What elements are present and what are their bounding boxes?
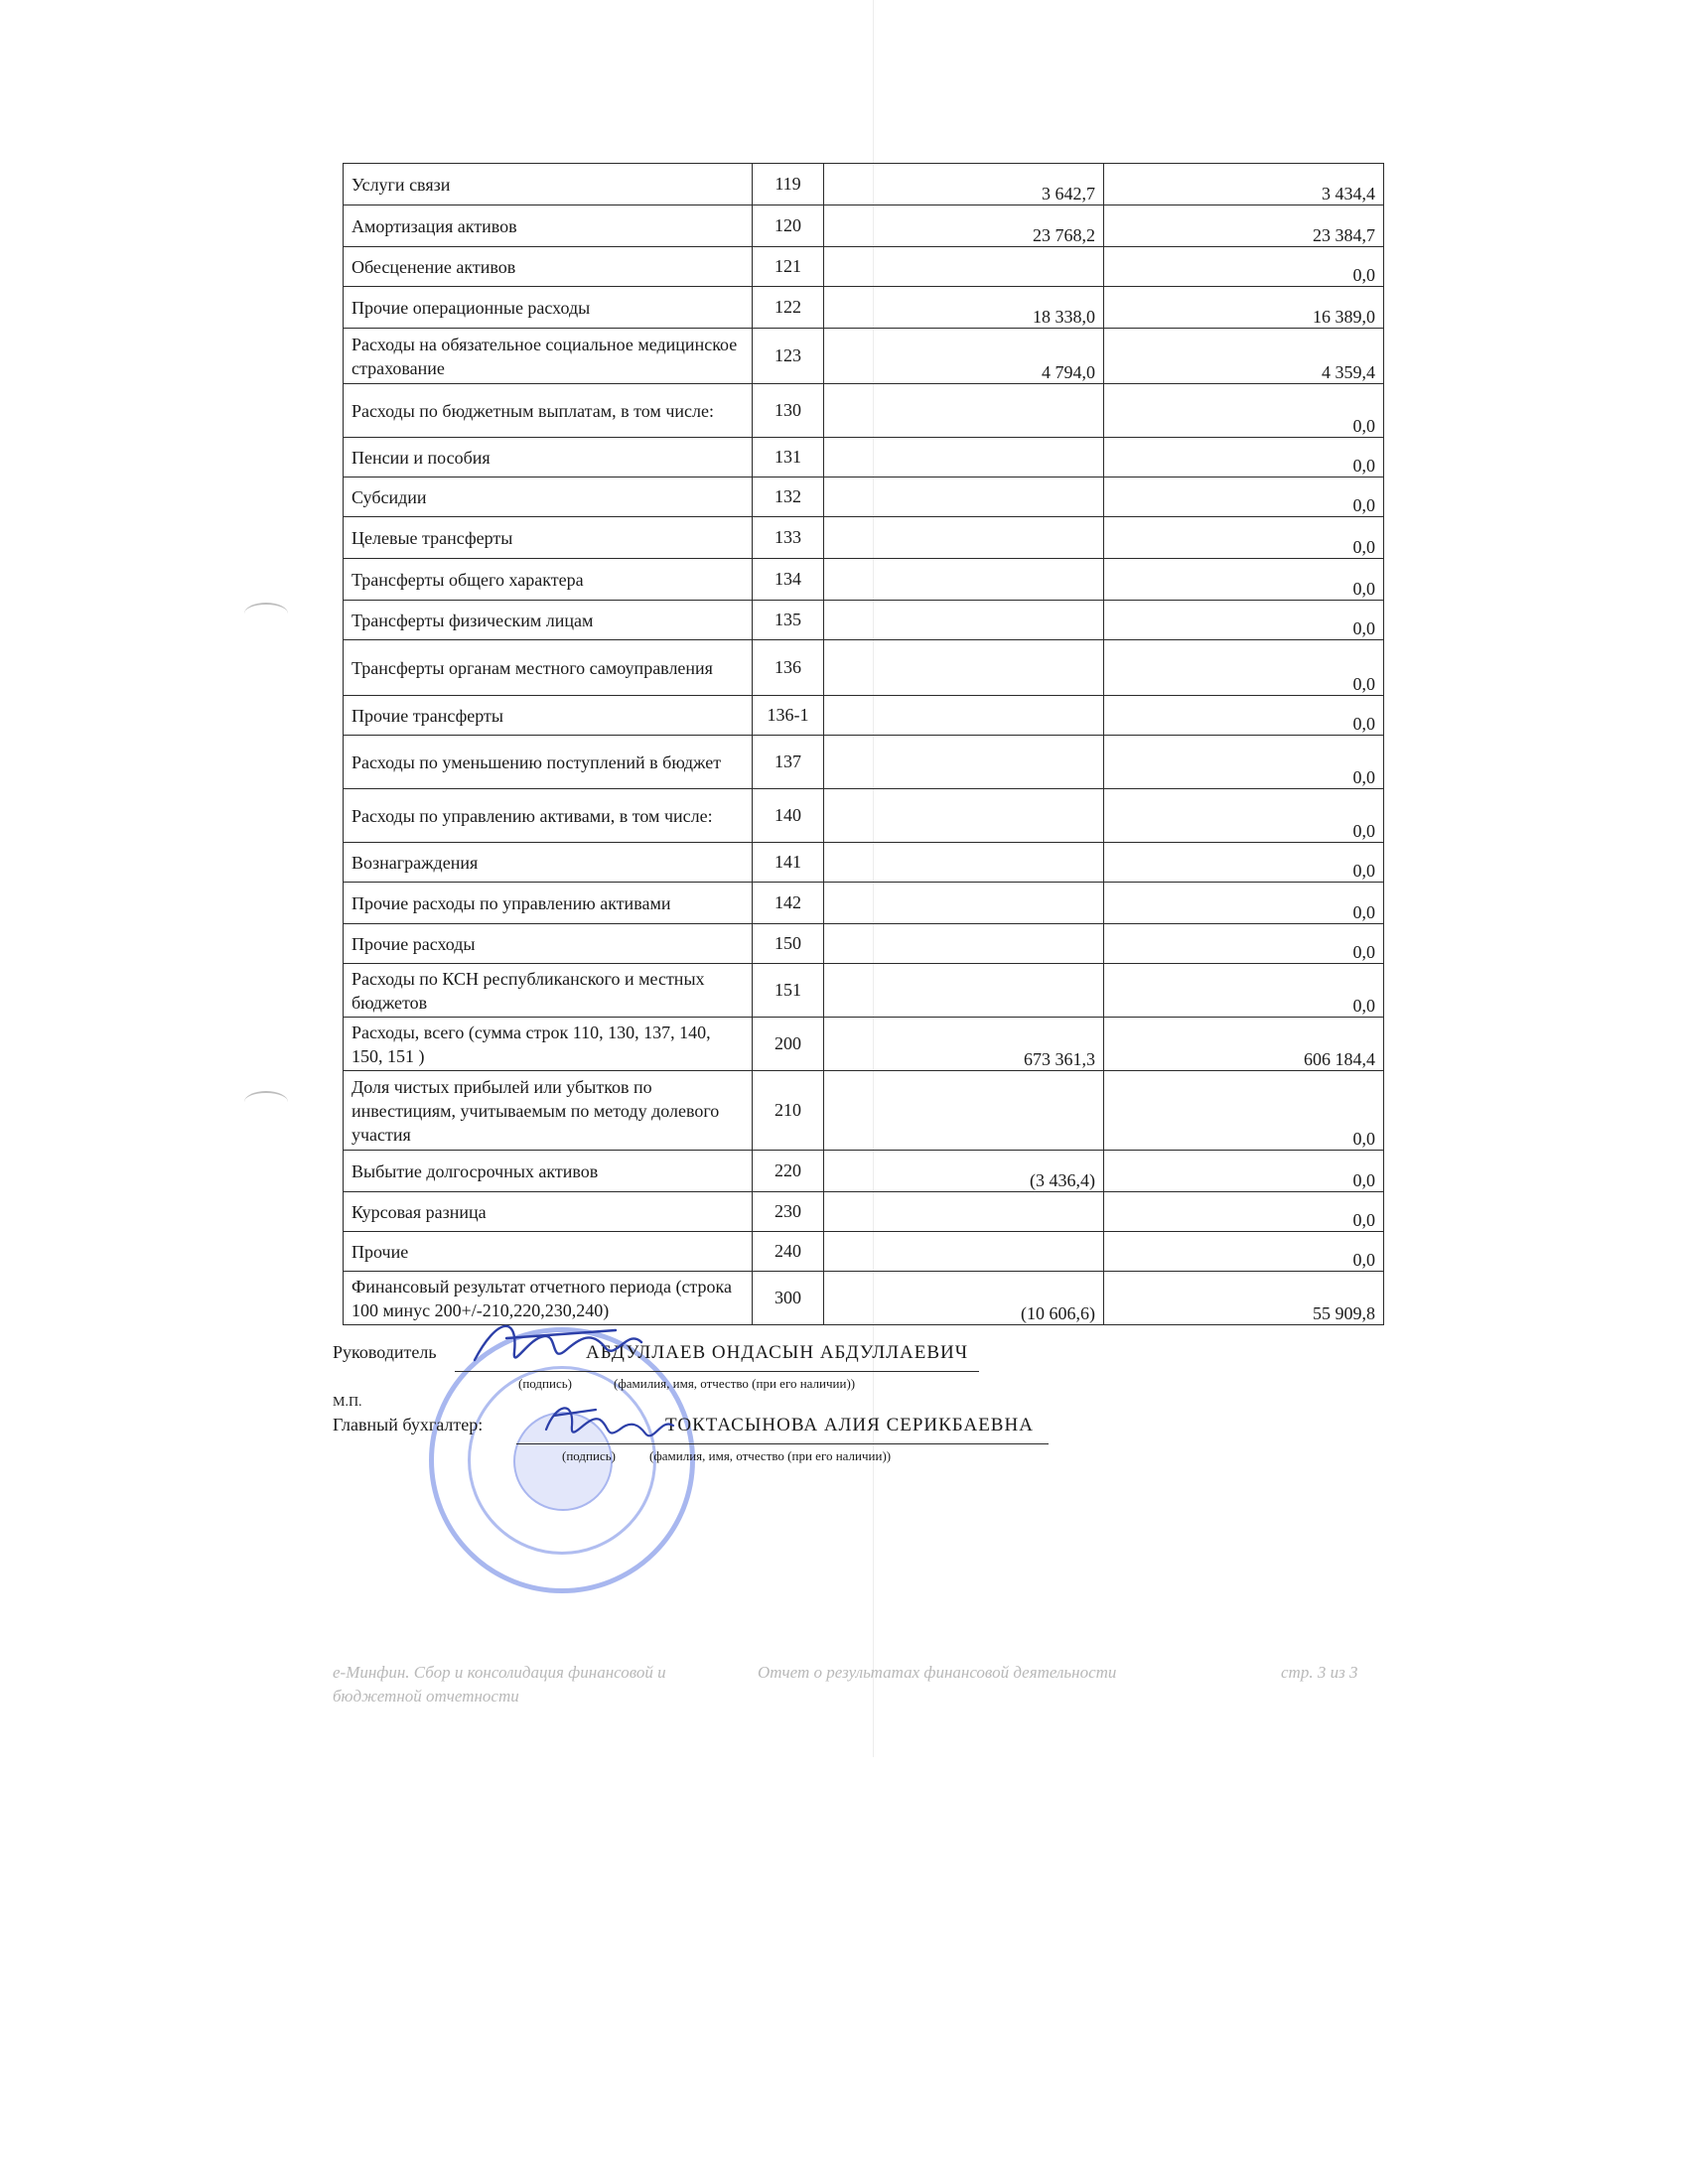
table-row xyxy=(344,883,1384,924)
row-current-value xyxy=(824,736,1104,789)
row-current-value xyxy=(824,924,1104,964)
head-name-caption: (фамилия, имя, отчество (при его наличии)) xyxy=(614,1376,856,1391)
row-current-value xyxy=(824,559,1104,601)
row-code: 131 xyxy=(753,438,824,478)
row-name: Прочие xyxy=(344,1232,753,1272)
row-code: 133 xyxy=(753,517,824,559)
row-code: 130 xyxy=(753,384,824,438)
row-previous-value: 0,0 xyxy=(1104,478,1384,517)
financial-results-table-body xyxy=(344,164,1384,1325)
accountant-name: ТОКТАСЫНОВА АЛИЯ СЕРИКБАЕВНА xyxy=(665,1415,1034,1435)
row-previous-value: 0,0 xyxy=(1104,438,1384,478)
row-name: Прочие операционные расходы xyxy=(344,287,753,329)
row-name: Прочие расходы по управлению активами xyxy=(344,883,753,924)
row-name: Доля чистых прибылей или убытков по инвестициям, учитываемым по методу долевого участия xyxy=(344,1071,753,1151)
row-current-value xyxy=(824,964,1104,1018)
row-previous-value: 3 434,4 xyxy=(1104,164,1384,205)
row-previous-value: 0,0 xyxy=(1104,384,1384,438)
row-name: Прочие трансферты xyxy=(344,696,753,736)
row-previous-value: 0,0 xyxy=(1104,517,1384,559)
footer-report-title: Отчет о результатах финансовой деятельности xyxy=(758,1663,1117,1682)
table-row xyxy=(344,843,1384,883)
table-row xyxy=(344,924,1384,964)
row-code: 134 xyxy=(753,559,824,601)
head-signature-row xyxy=(333,1342,437,1363)
row-current-value xyxy=(824,601,1104,640)
row-current-value xyxy=(824,640,1104,696)
row-name: Финансовый результат отчетного периода (строка 100 минус 200+/-210,220,230,240) xyxy=(344,1272,753,1325)
row-current-value xyxy=(824,696,1104,736)
row-name: Пенсии и пособия xyxy=(344,438,753,478)
table-row xyxy=(344,640,1384,696)
row-previous-value: 0,0 xyxy=(1104,1192,1384,1232)
row-name: Амортизация активов xyxy=(344,205,753,247)
row-current-value xyxy=(824,438,1104,478)
row-current-value xyxy=(824,843,1104,883)
row-code: 151 xyxy=(753,964,824,1018)
punch-hole-mark xyxy=(244,603,288,624)
row-code: 141 xyxy=(753,843,824,883)
row-name: Расходы по управлению активами, в том числе: xyxy=(344,789,753,843)
row-previous-value: 23 384,7 xyxy=(1104,205,1384,247)
row-code: 120 xyxy=(753,205,824,247)
row-current-value: 3 642,7 xyxy=(824,164,1104,205)
row-name: Расходы по КСН республиканского и местных бюджетов xyxy=(344,964,753,1018)
table-row xyxy=(344,696,1384,736)
row-current-value: (10 606,6) xyxy=(824,1272,1104,1325)
row-current-value xyxy=(824,1192,1104,1232)
row-name: Расходы по уменьшению поступлений в бюджет xyxy=(344,736,753,789)
table-row xyxy=(344,247,1384,287)
row-code: 135 xyxy=(753,601,824,640)
table-row xyxy=(344,601,1384,640)
accountant-label: Главный бухгалтер: xyxy=(333,1415,484,1434)
row-code: 200 xyxy=(753,1018,824,1071)
table-row xyxy=(344,1071,1384,1151)
row-code: 300 xyxy=(753,1272,824,1325)
footer-system-line2: бюджетной отчетности xyxy=(333,1687,519,1706)
row-previous-value: 0,0 xyxy=(1104,696,1384,736)
table-row xyxy=(344,287,1384,329)
table-row xyxy=(344,1232,1384,1272)
row-name: Расходы по бюджетным выплатам, в том числе: xyxy=(344,384,753,438)
table-row xyxy=(344,205,1384,247)
row-previous-value: 0,0 xyxy=(1104,1232,1384,1272)
row-code: 240 xyxy=(753,1232,824,1272)
row-name: Целевые трансферты xyxy=(344,517,753,559)
head-sign-caption: (подпись) xyxy=(518,1376,572,1391)
seal-place-label: М.П. xyxy=(333,1395,362,1410)
footer-page-number: стр. 3 из 3 xyxy=(1281,1663,1358,1682)
row-previous-value: 0,0 xyxy=(1104,601,1384,640)
row-previous-value: 0,0 xyxy=(1104,640,1384,696)
row-current-value xyxy=(824,1232,1104,1272)
row-name: Трансферты органам местного самоуправления xyxy=(344,640,753,696)
row-previous-value: 0,0 xyxy=(1104,924,1384,964)
row-current-value xyxy=(824,247,1104,287)
table-row xyxy=(344,1192,1384,1232)
row-code: 137 xyxy=(753,736,824,789)
table-row xyxy=(344,384,1384,438)
row-code: 230 xyxy=(753,1192,824,1232)
table-row xyxy=(344,438,1384,478)
row-code: 119 xyxy=(753,164,824,205)
row-name: Вознаграждения xyxy=(344,843,753,883)
row-current-value xyxy=(824,384,1104,438)
accountant-name-caption: (фамилия, имя, отчество (при его наличии)) xyxy=(649,1448,892,1463)
row-code: 136-1 xyxy=(753,696,824,736)
row-name: Расходы, всего (сумма строк 110, 130, 137, 140, 150, 151 ) xyxy=(344,1018,753,1071)
table-row xyxy=(344,736,1384,789)
row-previous-value: 4 359,4 xyxy=(1104,329,1384,384)
table-row xyxy=(344,164,1384,205)
table-row xyxy=(344,329,1384,384)
row-current-value xyxy=(824,1071,1104,1151)
row-current-value: (3 436,4) xyxy=(824,1151,1104,1192)
row-current-value xyxy=(824,478,1104,517)
row-code: 220 xyxy=(753,1151,824,1192)
row-previous-value: 0,0 xyxy=(1104,964,1384,1018)
row-previous-value: 0,0 xyxy=(1104,1071,1384,1151)
row-code: 136 xyxy=(753,640,824,696)
row-previous-value: 0,0 xyxy=(1104,247,1384,287)
row-code: 122 xyxy=(753,287,824,329)
row-name: Прочие расходы xyxy=(344,924,753,964)
row-previous-value: 16 389,0 xyxy=(1104,287,1384,329)
row-current-value xyxy=(824,517,1104,559)
table-row xyxy=(344,964,1384,1018)
accountant-handwritten-signature xyxy=(536,1390,685,1459)
head-name: АБДУЛЛАЕВ ОНДАСЫН АБДУЛЛАЕВИЧ xyxy=(586,1342,969,1363)
row-code: 142 xyxy=(753,883,824,924)
row-name: Курсовая разница xyxy=(344,1192,753,1232)
row-name: Обесценение активов xyxy=(344,247,753,287)
head-handwritten-signature xyxy=(467,1308,665,1388)
row-name: Трансферты общего характера xyxy=(344,559,753,601)
table-row xyxy=(344,1151,1384,1192)
row-current-value: 23 768,2 xyxy=(824,205,1104,247)
row-previous-value: 606 184,4 xyxy=(1104,1018,1384,1071)
table-row xyxy=(344,1018,1384,1071)
row-code: 132 xyxy=(753,478,824,517)
row-previous-value: 0,0 xyxy=(1104,1151,1384,1192)
row-name: Услуги связи xyxy=(344,164,753,205)
punch-hole-mark xyxy=(244,1091,288,1113)
row-code: 150 xyxy=(753,924,824,964)
row-current-value: 673 361,3 xyxy=(824,1018,1104,1071)
financial-results-table xyxy=(343,163,1384,1325)
table-row xyxy=(344,789,1384,843)
table-row xyxy=(344,478,1384,517)
table-row xyxy=(344,517,1384,559)
footer-system-name xyxy=(333,1661,666,1708)
row-current-value xyxy=(824,789,1104,843)
row-name: Субсидии xyxy=(344,478,753,517)
row-code: 140 xyxy=(753,789,824,843)
row-previous-value: 0,0 xyxy=(1104,559,1384,601)
row-code: 123 xyxy=(753,329,824,384)
row-name: Выбытие долгосрочных активов xyxy=(344,1151,753,1192)
accountant-sign-caption: (подпись) xyxy=(562,1448,616,1463)
head-label: Руководитель xyxy=(333,1342,437,1362)
row-code: 121 xyxy=(753,247,824,287)
row-current-value xyxy=(824,883,1104,924)
row-code: 210 xyxy=(753,1071,824,1151)
footer-system-line1: e-Минфин. Сбор и консолидация финансовой и xyxy=(333,1663,666,1682)
row-previous-value: 0,0 xyxy=(1104,736,1384,789)
row-name: Трансферты физическим лицам xyxy=(344,601,753,640)
row-previous-value: 0,0 xyxy=(1104,843,1384,883)
row-current-value: 4 794,0 xyxy=(824,329,1104,384)
row-name: Расходы на обязательное социальное медицинское страхование xyxy=(344,329,753,384)
table-row xyxy=(344,559,1384,601)
row-previous-value: 0,0 xyxy=(1104,789,1384,843)
row-current-value: 18 338,0 xyxy=(824,287,1104,329)
accountant-signature-row xyxy=(333,1415,483,1435)
row-previous-value: 0,0 xyxy=(1104,883,1384,924)
row-previous-value: 55 909,8 xyxy=(1104,1272,1384,1325)
